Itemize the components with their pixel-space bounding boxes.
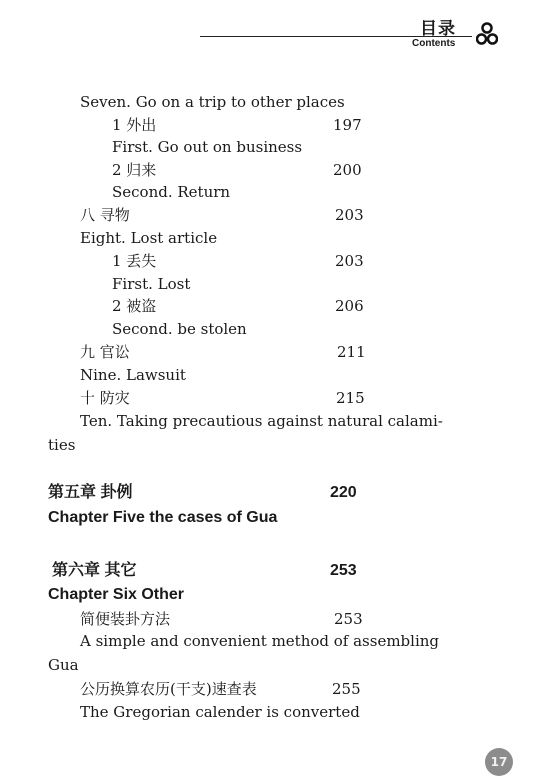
entry-text: Ten. Taking precautious against natural calami- <box>80 412 443 430</box>
entry-text: A simple and convenient method of assembling <box>80 632 440 650</box>
entry-text: Second. Return <box>112 183 231 201</box>
entry-text: 九 官讼 <box>80 343 130 361</box>
chapter-heading: 第六章 其它 <box>52 562 137 579</box>
entry-page-number: 211 <box>337 343 366 361</box>
entry-page-number: 253 <box>334 610 363 628</box>
entry-text: The Gregorian calender is converted <box>80 703 360 721</box>
page-number-badge: 17 <box>485 748 513 776</box>
entry-page-number: 200 <box>333 161 362 179</box>
header-title: 目录 <box>420 19 456 39</box>
entry-text: 公历换算农历(干支)速查表 <box>80 680 257 698</box>
entry-text: 1 外出 <box>112 116 157 134</box>
entry-text: First. Lost <box>112 275 191 293</box>
entry-text: 1 丢失 <box>112 252 157 270</box>
entry-text: ties <box>48 436 76 454</box>
entry-page-number: 255 <box>332 680 361 698</box>
entry-page-number: 215 <box>336 389 365 407</box>
entry-page-number: 206 <box>335 297 364 315</box>
chapter-page-number: 253 <box>330 562 357 579</box>
entry-page-number: 197 <box>333 116 362 134</box>
entry-page-number: 203 <box>335 252 364 270</box>
chapter-heading-english: Chapter Five the cases of Gua <box>48 509 278 526</box>
chapter-heading: 第五章 卦例 <box>48 484 133 501</box>
entry-text: 八 寻物 <box>80 206 130 224</box>
entry-text: Eight. Lost article <box>80 229 218 247</box>
entry-page-number: 203 <box>335 206 364 224</box>
entry-text: Gua <box>48 656 79 674</box>
chapter-page-number: 220 <box>330 484 357 501</box>
entry-text: Second. be stolen <box>112 320 247 338</box>
header-subtitle: Contents <box>412 38 456 49</box>
entry-text: 十 防灾 <box>80 389 130 407</box>
entry-text: 2 归来 <box>112 161 157 179</box>
entry-text: First. Go out on business <box>112 138 303 156</box>
header-rule <box>200 36 472 37</box>
entry-text: 2 被盗 <box>112 297 157 315</box>
chapter-heading-english: Chapter Six Other <box>48 586 185 603</box>
entry-text: Nine. Lawsuit <box>80 366 186 384</box>
entry-text: Seven. Go on a trip to other places <box>80 93 345 111</box>
knot-logo-icon <box>476 22 498 46</box>
entry-text: 简便装卦方法 <box>80 610 171 628</box>
